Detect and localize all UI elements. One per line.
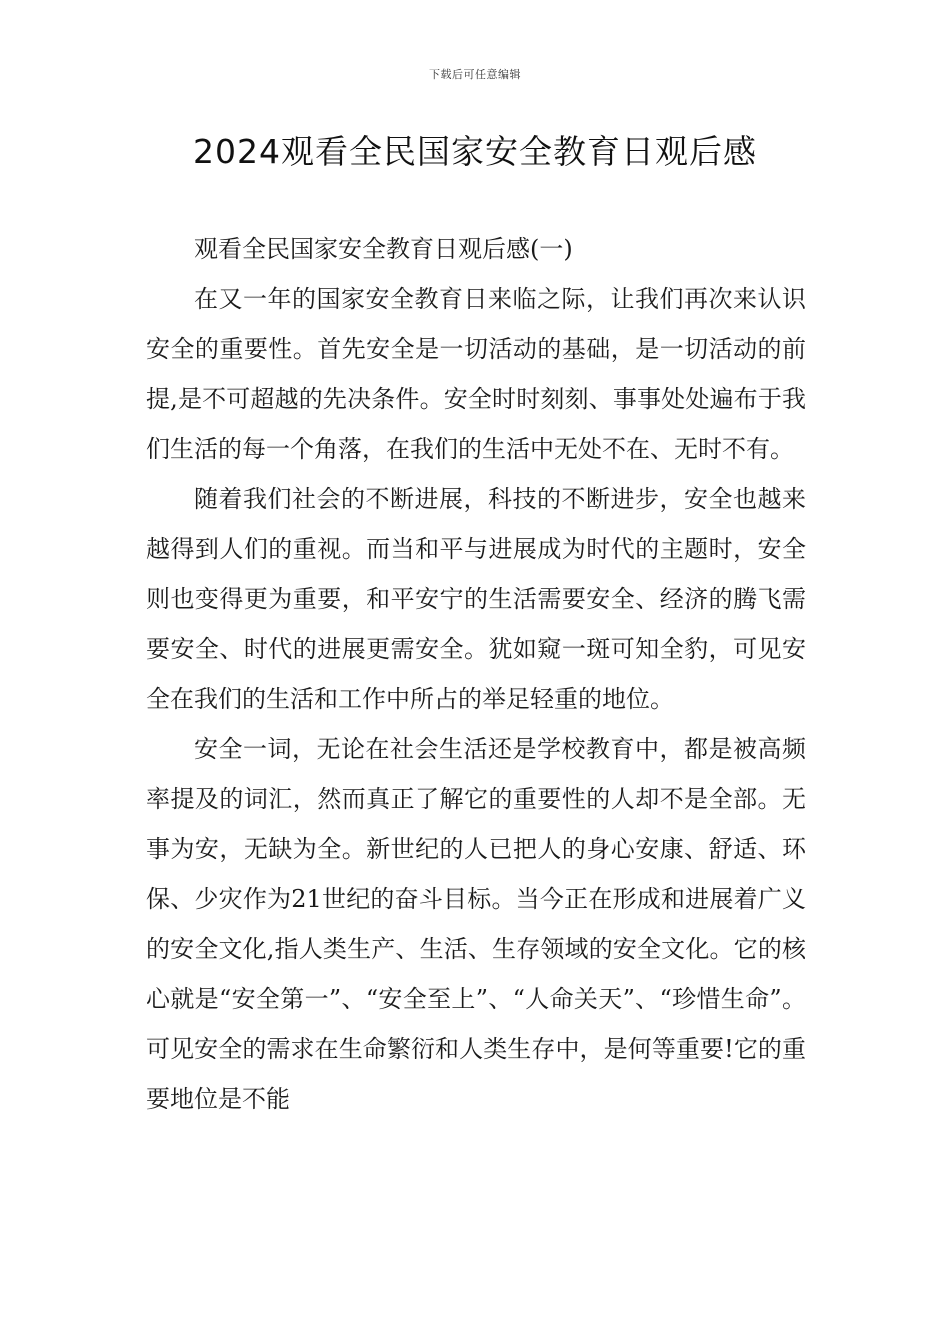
body-paragraph: 安全一词，无论在社会生活还是学校教育中，都是被高频率提及的词汇，然而真正了解它的重要性的人却不是全部。无事为安，无缺为全。新世纪的人已把人的身心安康、舒适、环保、少灾作为21世纪的奋斗目标。当今正在形成和进展着广义的安全文化,指人类生产、生活、生存领域的安全文化。它的核心就是“安全第一”、“安全至上”、“人命关天”、“珍惜生命”。可见安全的需求在生命繁衍和人类生存中，是何等重要!它的重要地位是不能 <box>146 735 806 1113</box>
document-body <box>146 224 806 1124</box>
body-paragraph: 随着我们社会的不断进展，科技的不断进步，安全也越来越得到人们的重视。而当和平与进展成为时代的主题时，安全则也变得更为重要，和平安宁的生活需要安全、经济的腾飞需要安全、时代的进展更需安全。犹如窥一斑可知全豹，可见安全在我们的生活和工作中所占的举足轻重的地位。 <box>146 485 806 713</box>
document-title: 2024观看全民国家安全教育日观后感 <box>193 132 757 171</box>
header-note: 下载后可任意编辑 <box>429 68 521 81</box>
body-paragraph: 在又一年的国家安全教育日来临之际，让我们再次来认识安全的重要性。首先安全是一切活动的基础，是一切活动的前提,是不可超越的先决条件。安全时时刻刻、事事处处遍布于我们生活的每一个角落，在我们的生活中无处不在、无时不有。 <box>146 285 806 463</box>
section-subtitle: 观看全民国家安全教育日观后感(一) <box>194 235 573 263</box>
